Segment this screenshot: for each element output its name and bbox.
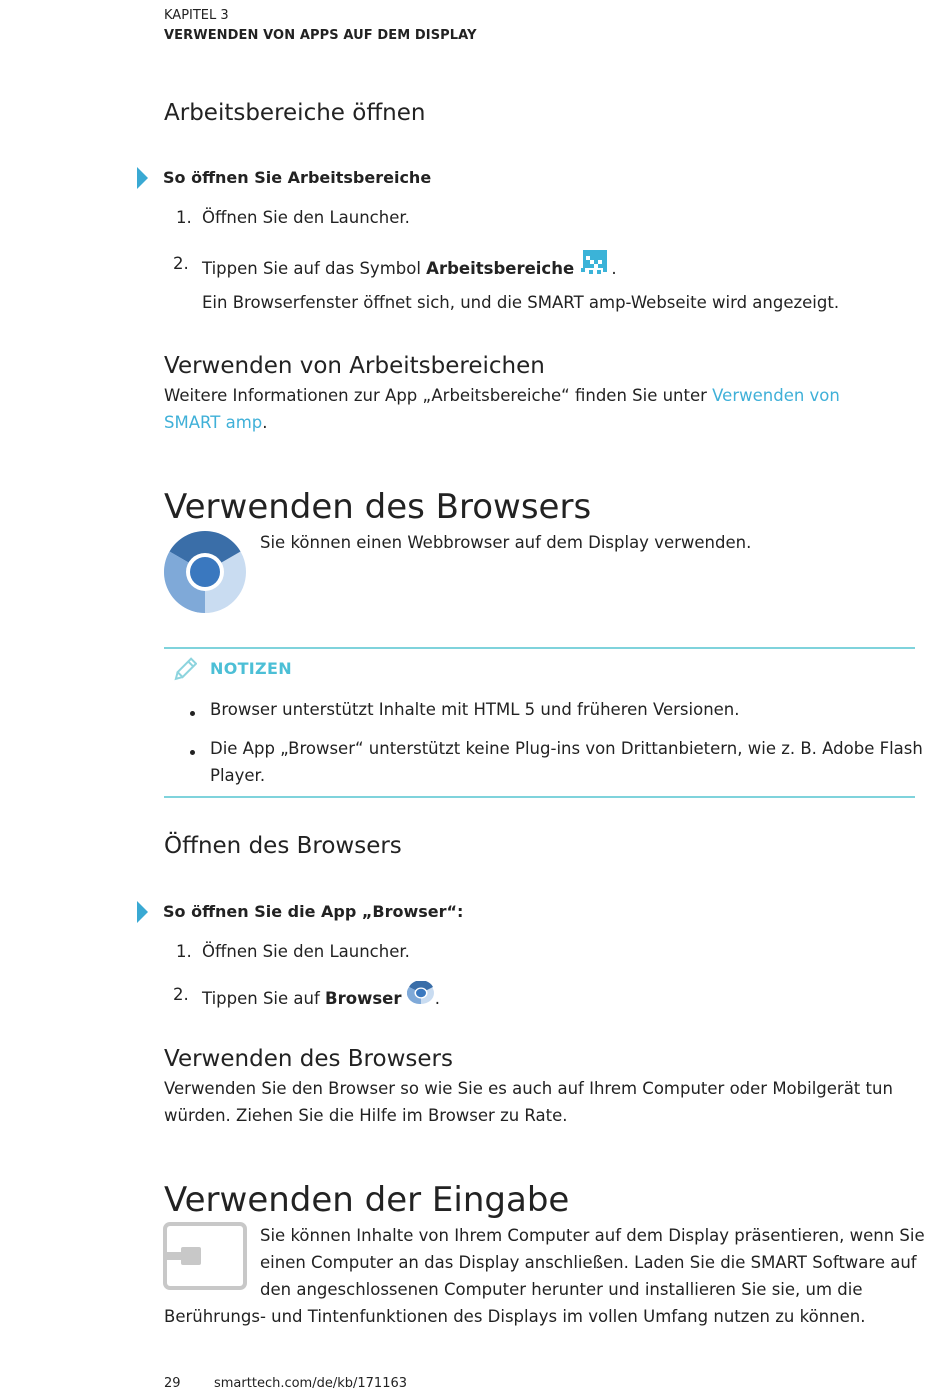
heading-using-browser: Verwenden des Browsers (164, 487, 592, 527)
browser-intro: Sie können einen Webbrowser auf dem Display verwenden. (260, 533, 752, 552)
step-number: 1. (176, 208, 192, 227)
paragraph-line: Sie können Inhalte von Ihrem Computer auf dem Display präsentieren, wenn Sie (260, 1226, 925, 1245)
link-line: Verwenden von (712, 386, 840, 405)
browser-icon-small (407, 981, 435, 1005)
step-text: Öffnen Sie den Launcher. (202, 208, 410, 227)
heading-using-input: Verwenden der Eingabe (164, 1180, 570, 1220)
input-icon (163, 1222, 247, 1290)
procedure-title-browser: So öffnen Sie die App „Browser“: (163, 902, 464, 921)
heading-open-browser: Öffnen des Browsers (164, 833, 402, 859)
browser-icon (163, 530, 247, 614)
step-text (202, 981, 440, 1012)
procedure-title-workspaces: So öffnen Sie Arbeitsbereiche (163, 168, 432, 187)
step-bold-term: Arbeitsbereiche (426, 259, 575, 278)
note-item: Browser unterstützt Inhalte mit HTML 5 und früheren Versionen. (210, 700, 740, 719)
text-part: . (262, 413, 268, 432)
notes-top-rule (164, 647, 915, 649)
paragraph-line: Verwenden Sie den Browser so wie Sie es auch auf Ihrem Computer oder Mobilgerät tun (164, 1079, 893, 1098)
step-result: Ein Browserfenster öffnet sich, und die SMART amp-Webseite wird angezeigt. (202, 293, 840, 312)
step-text (202, 250, 617, 282)
text-part: Weitere Informationen zur App „Arbeitsbereiche“ finden Sie unter (164, 386, 713, 405)
heading-using-browser-sub: Verwenden des Browsers (164, 1046, 453, 1072)
step-number: 2. (173, 254, 189, 273)
heading-open-workspaces: Arbeitsbereiche öffnen (164, 100, 426, 126)
workspaces-icon (581, 250, 611, 274)
step-text: Öffnen Sie den Launcher. (202, 942, 410, 961)
chapter-title: VERWENDEN VON APPS AUF DEM DISPLAY (164, 28, 477, 43)
step-text-part: Tippen Sie auf das Symbol (202, 259, 427, 278)
notes-bottom-rule (164, 796, 915, 798)
arrow-marker-icon (137, 901, 148, 923)
bullet (190, 711, 195, 716)
step-number: 1. (176, 942, 192, 961)
paragraph-line: den angeschlossenen Computer herunter und installieren Sie sie, um die (260, 1280, 863, 1299)
step-text-part: . (434, 989, 440, 1008)
footer-url[interactable]: smarttech.com/de/kb/171163 (214, 1376, 408, 1391)
note-item-continued: Player. (210, 766, 266, 785)
arrow-marker-icon (137, 167, 148, 189)
page-number: 29 (164, 1376, 181, 1391)
bullet (190, 750, 195, 755)
link-line: SMART amp (164, 413, 263, 432)
heading-using-workspaces: Verwenden von Arbeitsbereichen (164, 353, 545, 379)
note-item: Die App „Browser“ unterstützt keine Plug-ins von Drittanbietern, wie z. B. Adobe Flash (210, 739, 923, 758)
step-text-part: Tippen Sie auf (202, 989, 326, 1008)
paragraph-line: würden. Ziehen Sie die Hilfe im Browser zu Rate. (164, 1106, 568, 1125)
step-text-part: . (611, 259, 617, 278)
chapter-number: KAPITEL 3 (164, 8, 229, 23)
step-number: 2. (173, 985, 189, 1004)
step-bold-term: Browser (325, 989, 402, 1008)
paragraph-workspaces-info (164, 382, 864, 436)
pencil-icon (171, 657, 197, 683)
notes-label: NOTIZEN (210, 659, 292, 678)
paragraph-line: Berührungs- und Tintenfunktionen des Displays im vollen Umfang nutzen zu können. (164, 1307, 866, 1326)
paragraph-line: einen Computer an das Display anschließen. Laden Sie die SMART Software auf (260, 1253, 917, 1272)
